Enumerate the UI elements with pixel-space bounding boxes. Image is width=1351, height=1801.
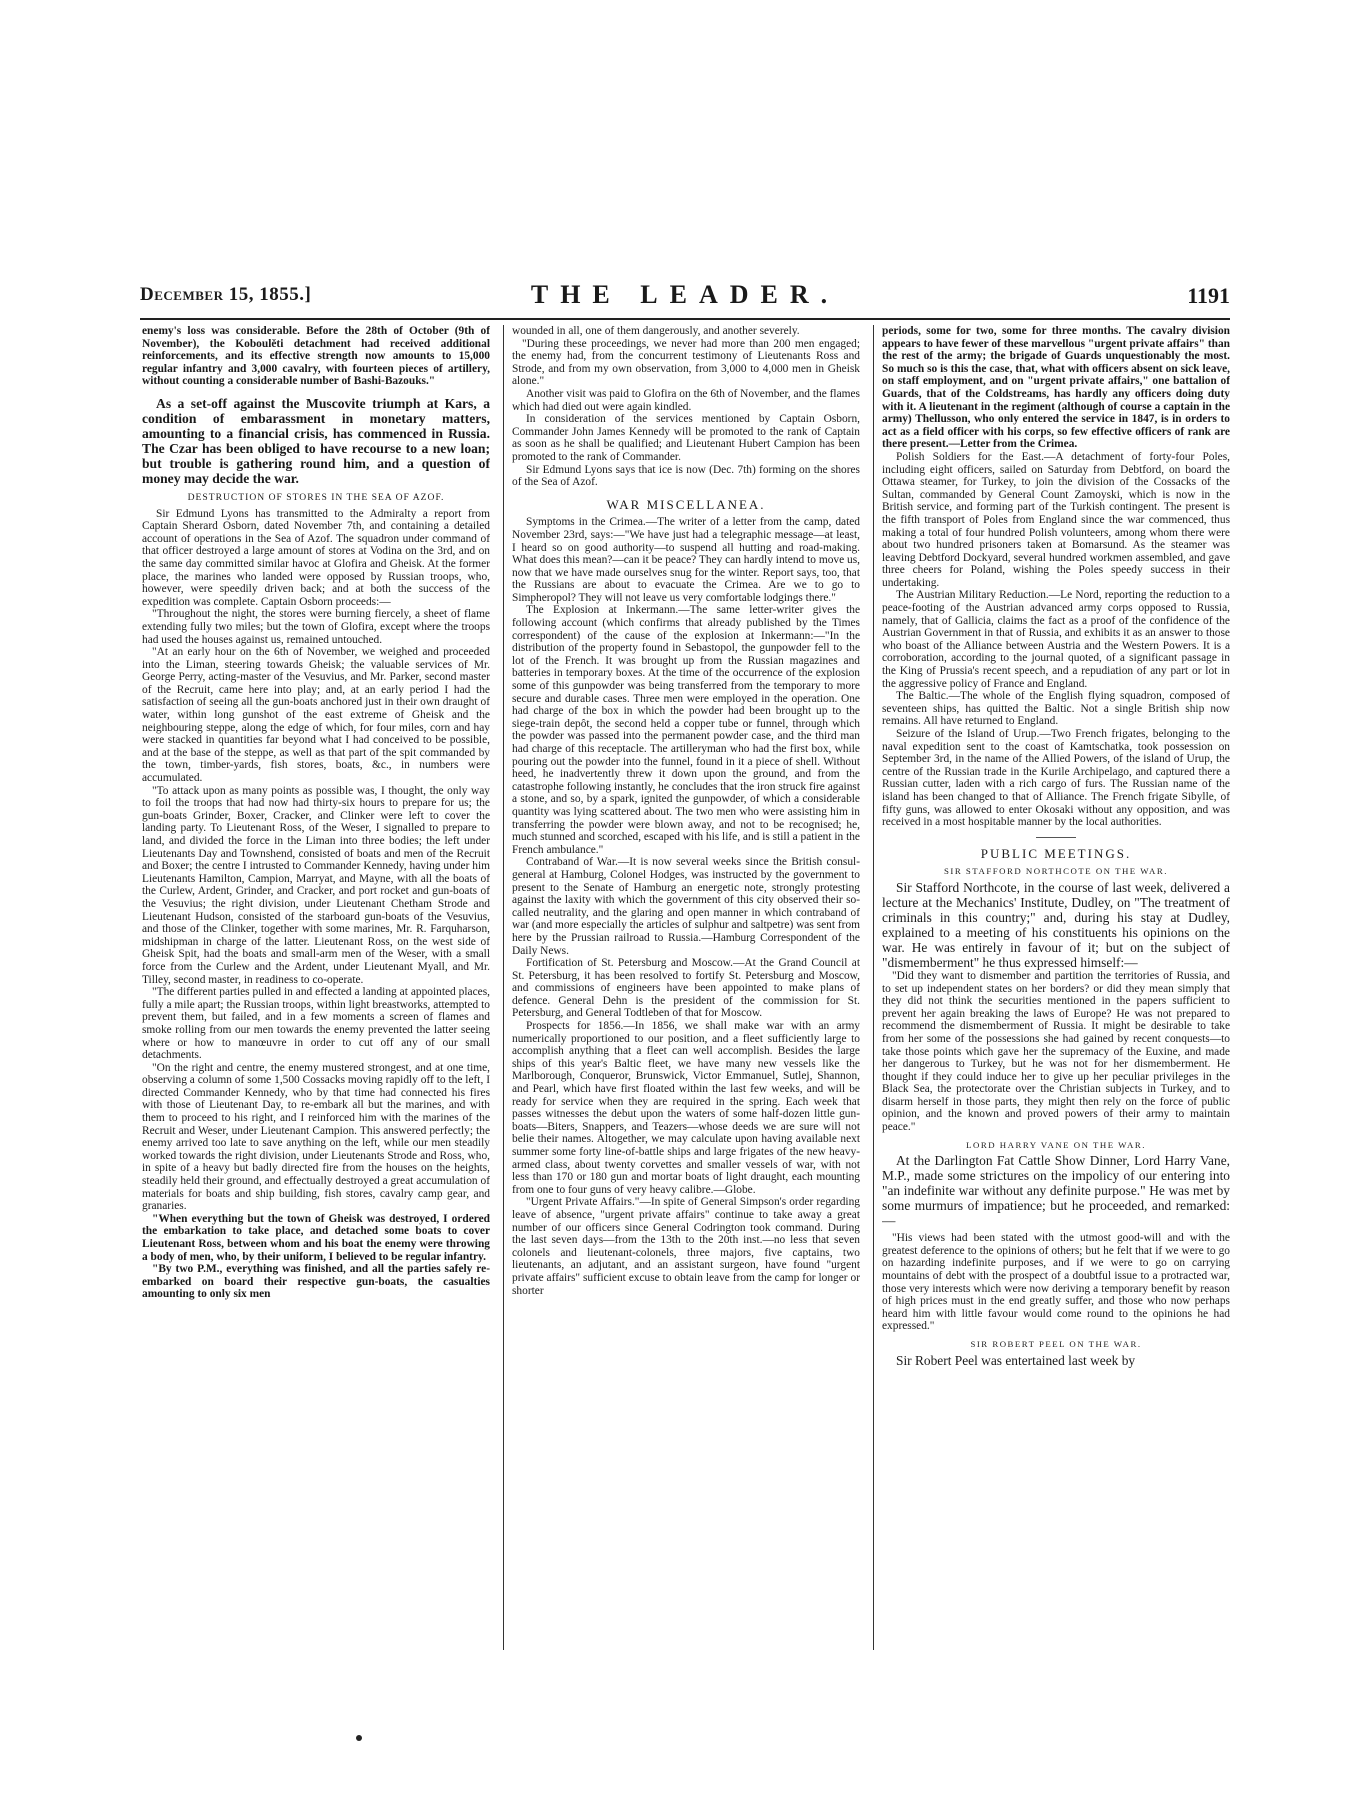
subsection-heading: SIR STAFFORD NORTHCOTE ON THE WAR. (944, 866, 1168, 877)
subsection-heading: LORD HARRY VANE ON THE WAR. (966, 1139, 1146, 1150)
paragraph: "His views had been stated with the utmost good-will and with the greatest deference to the opinions of others; but he felt that if we were to go on hazarding indefinite purposes, and if we were to go on carrying mountains of debt with the prospect of a doubtful issue to a protracted war, those very interests which were now deriving a temporary benefit by reason of high prices must in the end greatly suffer, and those who now perhaps heard him with little favour would come round to the opinions he had expressed." (882, 1232, 1230, 1333)
column-divider (873, 325, 874, 1650)
section-heading: PUBLIC MEETINGS. (980, 845, 1132, 861)
paragraph: "The different parties pulled in and effected a landing at appointed places, fully a mile apart; the Russian troops, within light breastworks, attempted to prevent them, but failed, and in a few moments a screen of flames and smoke rolling from our men towards the enemy prevented the latter seeing where or how to manœuvre in order to cut off any of our small detachments. (142, 986, 490, 1062)
paragraph: In consideration of the services mentioned by Captain Osborn, Commander John James Kennedy will be promoted to the rank of Captain as soon as he shall be qualified; and Lieutenant Hubert Campion has been promoted to the rank of Commander. (512, 413, 860, 463)
paragraph: "On the right and centre, the enemy mustered strongest, and at one time, observing a column of some 1,500 Cossacks moving rapidly off to the left, I directed Commander Kennedy, who by that time had connected his fires with those of Lieutenant Day, to re-embark all but the marines, and with them to proceed to his right, and I reinforced him with the marines of the Recruit and Weser, under Lieutenant Campion. This answered perfectly; the enemy arrived too late to save anything on the left, while our men steadily worked towards the right division, under Lieutenants Strode and Ross, who, in spite of a heavy but badly directed fire from the houses on the heights, steadily held their ground, and effectually destroyed a great accumulation of materials for boats and ship building, fish stores, cavalry camp gear, and granaries. (142, 1061, 490, 1213)
paragraph: Sir Stafford Northcote, in the course of last week, delivered a lecture at the Mechanics' Institute, Dudley, on "The treatment of criminals in this country;" and, during his stay at Dudley, explained to a meeting of his constituents his opinions on the war. He was entirely in favour of it; but on the subject of "dismemberment" he thus expressed himself:— (882, 879, 1230, 970)
paragraph: Polish Soldiers for the East.—A detachment of forty-four Poles, including eight officers, sailed on Saturday from Debtford, on board the Ottawa steamer, for Turkey, to join the division of the Cossacks of the Sultan, commanded by General Count Zamoyski, which is now in the British service, and forming part of the Turkish contingent. The present is the fifth transport of Poles from England since the war commenced, thus making a total of four hundred Polish volunteers, among whom there were about two hundred prisoners taken at Bomarsund. As the steamer was leaving Debtford Dockyard, several hundred workmen assembled, and gave three cheers for Poland, wishing the Poles speedy success in their undertaking. (882, 450, 1230, 589)
paragraph: The Austrian Military Reduction.—Le Nord, reporting the reduction to a peace-footing of the Austrian advanced army corps opposed to Russia, namely, that of Gallicia, claims the fact as a proof of the confidence of the Austrian Government in that of Russia, and exhibits it as an answer to those who boast of the Alliance between Austria and the Western Powers. It is a corroboration, according to the journal quoted, of a significant passage in the King of Prussia's recent speech, and a repudiation of any part or lot in the aggressive policy of France and England. (882, 589, 1230, 690)
section-heading: DESTRUCTION OF STORES IN THE SEA OF AZOF. (187, 491, 445, 503)
paragraph: "By two P.M., everything was finished, and all the parties safely re-embarked on board their respective gun-boats, the casualties amounting to only six men (142, 1263, 490, 1301)
paragraph: The Explosion at Inkermann.—The same letter-writer gives the following account (which confirms that already published by the Times correspondent) of the cause of the explosion at Inkermann:—"In the distribution of the property found in Sebastopol, the gunpowder fell to the lot of the French. It was brought up from the Russian magazines and batteries in temporary boxes. At the time of the occurrence of the explosion some of this gunpowder was being transferred from the temporary to more secure and durable cases. Three men were employed in the operation. One had charge of the box in which the powder had been brought up to the siege-train depôt, the second held a copper tube or funnel, through which the powder was passed into the permanent powder case, and the third man had charge of this receptacle. The artilleryman who had the first box, while pouring out the powder into the funnel, found in it a piece of shell. Without heed, he inadvertently threw it down upon the ground, and from the catastrophe following instantly, he concludes that the iron struck fire against a stone, and so, by a spark, ignited the gunpowder, of which a considerable quantity was lying scattered about. The two men who were assisting him in transferring the powder were blown away, and not to be recognised; he, much stunned and scorched, escaped with his life, and is still a patient in the French ambulance." (512, 604, 860, 856)
paragraph: enemy's loss was considerable. Before the 28th of October (9th of November), the Koboulěti detachment had received additional reinforcements, and its effective strength now amounts to 15,000 regular infantry and 3,000 cavalry, with fourteen pieces of artillery, without counting a considerable number of Bashi-Bazouks." (142, 325, 490, 388)
section-separator (1036, 837, 1076, 838)
paragraph: Sir Edmund Lyons has transmitted to the Admiralty a report from Captain Sherard Osborn, dated November 7th, and containing a detailed account of operations in the Sea of Azof. The squadron under command of that officer destroyed a large amount of stores at Vodina on the 3rd, and on the same day committed similar havoc at Glofira and Gheisk. At the former place, the marines who landed were opposed by Russian troops, who, however, were speedily driven back; and at both the success of the expedition was complete. Captain Osborn proceeds:— (142, 507, 490, 608)
paragraph: Fortification of St. Petersburg and Moscow.—At the Grand Council at St. Petersburg, it has been resolved to fortify St. Petersburg and Moscow, and commissions of engineers have been appointed to make plans of defence. General Dehn is the president of the commission for St. Petersburg, and General Todtleben of that for Moscow. (512, 957, 860, 1020)
masthead-rule (140, 318, 1230, 320)
paragraph: "At an early hour on the 6th of November, we weighed and proceeded into the Liman, steering towards Gheisk; the valuable services of Mr. George Perry, acting-master of the Vesuvius, and Mr. Parker, second master of the Recruit, came here into play; and, at an early period I had the satisfaction of seeing all the gun-boats anchored just in their own draught of water, within long gunshot of the east extreme of Gheisk and the neighbouring steppe, along the edge of which, for four miles, corn and hay were stacked in quantities far beyond what I had conceived to be possible, and at the base of the steppe, as well as that part of the spit commanded by the town, timber-yards, fish stores, boats, &c., in numbers were accumulated. (142, 646, 490, 785)
paragraph: "When everything but the town of Gheisk was destroyed, I ordered the embarkation to take place, and detached some boats to cover Lieutenant Ross, between whom and his boat the enemy were throwing a body of men, who, by their uniform, I believed to be regular infantry. (142, 1212, 490, 1263)
newspaper-title: THE LEADER. (530, 280, 840, 309)
paragraph: At the Darlington Fat Cattle Show Dinner, Lord Harry Vane, M.P., made some strictures on the impolicy of our entering into "an indefinite war without any definite purpose." He was met by some murmurs of impatience; but he proceeded, and remarked:— (882, 1153, 1230, 1229)
subsection-heading: SIR ROBERT PEEL ON THE WAR. (970, 1339, 1142, 1349)
paragraph: Sir Edmund Lyons says that ice is now (Dec. 7th) forming on the shores of the Sea of Azof. (512, 463, 860, 489)
paragraph: Another visit was paid to Glofira on the 6th of November, and the flames which had died out were again kindled. (512, 387, 860, 413)
paragraph: "Did they want to dismember and partition the territories of Russia, and to set up independent states on her borders? or did they mean simply that they did not think the securities mentioned in the papers sufficient to prevent her again breaking the laws of Europe? He was not prepared to recommend the dismemberment of Russia. It might be desirable to take from her some of the possessions she had gained by recent conquests—to take those points which gave her the supremacy of the Euxine, and made her dangerous to Turkey, but he was not for her dismemberment. He thought if they could induce her to give up her peculiar privileges in the Black Sea, the protectorate over the Christian subjects in Turkey, and to disarm herself in those parts, they might then rely on the force of public opinion, and the known and proved powers of their army to maintain peace." (882, 969, 1230, 1134)
paragraph: Symptoms in the Crimea.—The writer of a letter from the camp, dated November 23rd, says:—"We have just had a telegraphic message—at least, I heard so on good authority—to suspend all hutting and road-making. What does this mean?—can it be peace? They can hardly intend to move us, now that we have made ourselves snug for the winter. Report says, too, that the Russians are about to evacuate the Crimea. Are we to go to Simpheropol? They will not leave us very comfortable lodgings there." (512, 516, 860, 604)
paragraph: "Throughout the night, the stores were burning fiercely, a sheet of flame extending fully two miles; but the town of Glofira, except where the troops had used the houses against us, remained untouched. (142, 608, 490, 646)
paragraph: "Urgent Private Affairs."—In spite of General Simpson's order regarding leave of absence, "urgent private affairs" continue to take away a great number of our officers since General Codrington took command. During the last seven days—from the 13th to the 20th inst.—no less that seven colonels and lieutenant-colonels, three majors, five captains, two lieutenants, an adjutant, and an assistant surgeon, have found "urgent private affairs" sufficient excuse to obtain leave from the camp for longer or shorter (512, 1196, 860, 1297)
paragraph: Sir Robert Peel was entertained last week by (896, 1352, 1136, 1368)
leader-paragraph: As a set-off against the Muscovite triumph at Kars, a condition of embarassment in monetary matters, amounting to a financial crisis, has commenced in Russia. The Czar has been obliged to have recourse to a new loan; but trouble is gathering round him, and a question of money may decide the war. (142, 395, 490, 486)
paragraph: "During these proceedings, we never had more than 200 men engaged; the enemy had, from the concurrent testimony of Lieutenants Ross and Strode, and from my own observation, from 3,000 to 4,000 men in Gheisk alone." (512, 337, 860, 388)
paragraph: periods, some for two, some for three months. The cavalry division appears to have fewer of these marvellous "urgent private affairs" than the rest of the army; the brigade of Guards unquestionably the most. So much so is this the case, that, what with officers absent on sick leave, on staff employment, and on "urgent private affairs," one battalion of Guards, that of the Coldstreams, has hardly any officers doing duty with it. A lieutenant in the regiment (although of course a captain in the army) Thellusson, who only entered the service in 1847, is in orders to act as a field officer with his corps, so few effective officers of rank are there present.—Letter from the Crimea. (882, 325, 1230, 451)
ink-mark (356, 1735, 362, 1741)
column-divider (503, 325, 504, 1650)
paragraph: Prospects for 1856.—In 1856, we shall make war with an army numerically proportioned to our position, and a fleet sufficiently large to accomplish anything that a fleet can well accomplish. Besides the large ships of this year's Baltic fleet, we have many new vessels like the Marlborough, Conqueror, Brunswick, Victor Emmanuel, Sutlej, Shannon, and Pearl, which have first floated within the last few weeks, and will be ready for service when they are required in the spring. Each week that passes witnesses the debut upon the waters of some half-dozen little gun-boats—Biters, Snappers, and Teazers—whose deeds we are sure will not belie their names. Altogether, we may calculate upon having available next summer some forty line-of-battle ships and large frigates of the new heavy-armed class, about twenty corvettes and smaller vessels of war, with not less than 170 or 180 gun and mortar boats of light draught, each mounting from one to four guns of very heavy calibre.—Globe. (512, 1020, 860, 1196)
column-3 (882, 325, 1230, 1655)
masthead (140, 280, 1230, 316)
paragraph: wounded in all, one of them dangerously, and another severely. (512, 325, 800, 337)
issue-date: December 15, 1855.] (140, 284, 312, 305)
paragraph: Seizure of the Island of Urup.—Two French frigates, belonging to the naval expedition sent to the coast of Kamtschatka, took possession on September 3rd, in the name of the Allied Powers, of the island of Urup, the centre of the Russian trade in the Kurile Archipelago, and captured there a Russian cutter, laden with a rich cargo of furs. The Russian name of the island has been changed to that of Alliance. The French frigate Sibylle, of fifty guns, was allowed to enter Okosaki without any opposition, and was received in a most hospitable manner by the local authorities. (882, 728, 1230, 829)
page-number: 1191 (1187, 283, 1230, 308)
section-heading: WAR MISCELLANEA. (606, 496, 766, 512)
column-1 (142, 325, 490, 1655)
paragraph: "To attack upon as many points as possible was, I thought, the only way to foil the troops that had now had thirty-six hours to prepare for us; the gun-boats Grinder, Boxer, Cracker, and Clinker were left to cover the landing party. To Lieutenant Ross, of the Weser, I signalled to prepare to land, and divided the force in the Liman into three bodies; the left under Lieutenants Day and Townshend, consisted of boats and men of the Recruit and Boxer; the centre I intrusted to Commander Kennedy, having under him Lieutenants Hamilton, Campion, Marryat, and Mayne, with all the boats of the Curlew, Ardent, Grinder, and Cracker, and port rocket and gun-boats of the Vesuvius; the right division, under Lieutenant Chetham Strode and Lieutenant Hudson, consisted of the starboard gun-boats of the Vesuvius, and those of the Clinker, together with some marines, Mr. R. Farquharson, midshipman in charge of the latter. Lieutenant Ross, on the west side of Gheisk Spit, had the boats and small-arm men of the Weser, with a small force from the Curlew and the Ardent, under Lieutenant Myall, and Mr. Tilley, second master, in readiness to co-operate. (142, 784, 490, 986)
paragraph: Contraband of War.—It is now several weeks since the British consul-general at Hamburg, Colonel Hodges, was instructed by the government to present to the Senate of Hamburg an energetic note, strongly protesting against the laxity with which the government of this city observed their so-called neutrality, and the glaring and open manner in which contraband of war (and more especially the articles of sulphur and saltpetre) was sent from here by the Prussian railroad to Russia.—Hamburg Correspondent of the Daily News. (512, 856, 860, 957)
column-2 (512, 325, 860, 1655)
paragraph: The Baltic.—The whole of the English flying squadron, composed of seventeen ships, has quitted the Baltic. Not a single British ship now remains. All have returned to England. (882, 690, 1230, 728)
